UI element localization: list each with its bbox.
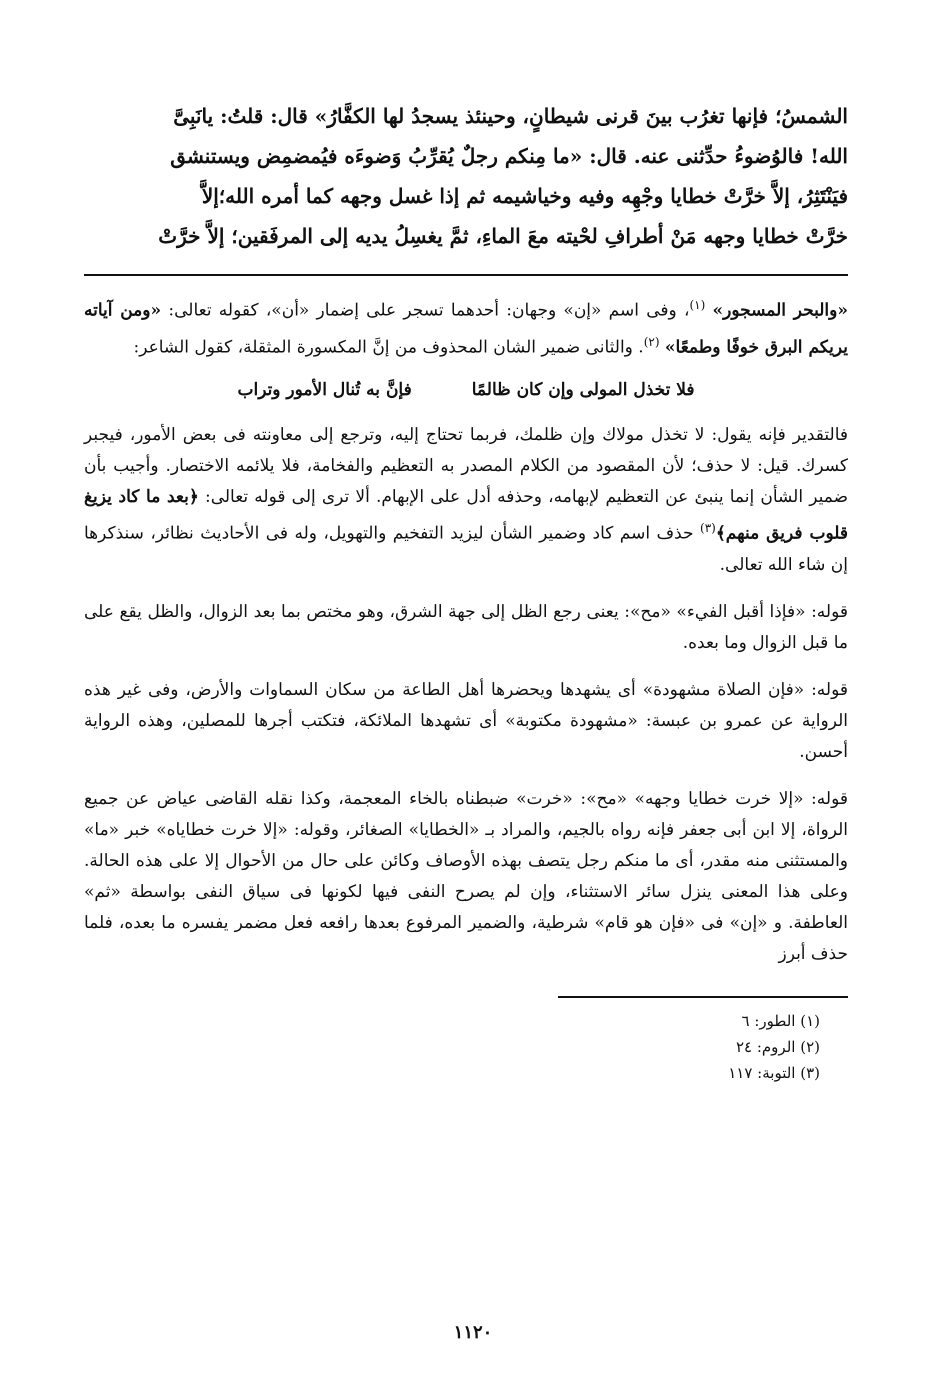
commentary-paragraph bbox=[84, 420, 848, 581]
commentary-text: فالتقدير فإنه يقول: لا تخذل مولاك وإن ظلمك، فربما تحتاج إليه، وترجع إلى معاونته فى بعض الأمور، فيجبر كسرك. قيل: لا حذف؛ لأن المقصود من الكلام المصدر به التعظيم والفخامة، فلا يلائمه الاختصار. وأجيب بأن ضمير الشأن إنما ينبئ عن التعظيم لإبهامه، وحذفه أدل على الإبهام. ألا ترى إلى قوله تعالى: bbox=[84, 425, 849, 508]
hadith-line: الله! فالوُضوءُ حدِّثنى عنه. قال: «ما مِنكم رجلٌ يُقرِّبُ وَضوءَه فيُمضمِض ويستنشق bbox=[170, 144, 848, 168]
footnote-ref: (٢) bbox=[643, 334, 660, 349]
hadith-text bbox=[84, 96, 848, 256]
poetry-verse bbox=[84, 375, 848, 406]
commentary-paragraph: قوله: «فإن الصلاة مشهودة» أى يشهدها ويحضرها أهل الطاعة من سكان السماوات والأرض، وفى غير هذه الرواية عن عمرو بن عبسة: «مشهودة مكتوبة» أى تشهدها الملائكة، فتكتب أجرها للمصلين، وهذه الرواية أحسن. bbox=[84, 679, 848, 762]
footnote-divider bbox=[558, 996, 848, 998]
commentary-paragraph bbox=[84, 290, 848, 363]
page-number: ١١٢٠ bbox=[453, 1322, 493, 1343]
quote-text: «والبحر المسجور» bbox=[712, 300, 848, 321]
footnote-item: (١) الطور: ٦ bbox=[741, 1011, 820, 1030]
footnote-item: (٣) التوبة: ١١٧ bbox=[728, 1063, 820, 1082]
main-divider bbox=[84, 274, 848, 276]
hadith-line: فيَنْتَثِرُ، إلاَّ خرَّتْ خطايا وجْهِه وفيه وخياشيمه ثم إذا غسل وجهه كما أمره الله؛إلاَّ bbox=[201, 184, 848, 208]
quran-quote: ﴿بعد ما كاد يزيغ قلوب فريق منهم﴾ bbox=[84, 487, 849, 544]
footnotes bbox=[84, 1008, 848, 1086]
verse-hemistich-left: فإنَّ به تُنال الأمور وتراب bbox=[237, 380, 412, 401]
footnote-ref: (٣) bbox=[700, 521, 716, 536]
hadith-line: الشمسُ؛ فإنها تغرُب بينَ قرنى شيطانٍ، وحينئذ يسجدُ لها الكفَّارُ» قال: قلتُ: يانَبِىَّ bbox=[173, 104, 848, 128]
verse-hemistich-right: فلا تخذل المولى وإن كان ظالمًا bbox=[471, 380, 695, 401]
hadith-line: خرَّتْ خطايا وجهه مَنْ أطرافِ لحْيته معَ الماءِ، ثمَّ يغسِلُ يديه إلى المرفَقين؛ إلاَّ خرَّتْ bbox=[158, 224, 848, 248]
footnote-ref: (١) bbox=[689, 298, 706, 312]
footnote-item: (٢) الروم: ٢٤ bbox=[735, 1037, 820, 1056]
commentary-paragraph: قوله: «فإذا أقبل الفيء» «مح»: يعنى رجع الظل إلى جهة الشرق، وهو مختص بما بعد الزوال، والظل يقع على ما قبل الزوال وما بعده. bbox=[84, 601, 848, 653]
quote-text: «ومن آياته يريكم البرق خوفًا وطمعًا» bbox=[84, 300, 848, 358]
commentary-text: ، وفى اسم «إن» وجهان: أحدهما تسجر على إضمار «أن»، كقوله تعالى: bbox=[161, 300, 690, 321]
commentary bbox=[84, 290, 848, 970]
commentary-text: حذف اسم كاد وضمير الشأن ليزيد التفخيم والتهويل، وله فى الأحاديث نظائر، سنذكرها إن شاء الله تعالى. bbox=[84, 523, 848, 575]
commentary-paragraph: قوله: «إلا خرت خطايا وجهه» «مح»: «خرت» ضبطناه بالخاء المعجمة، وكذا نقله القاضى عياض عن جميع الرواة، إلا ابن أبى جعفر فإنه رواه بالجيم، والمراد بـ «الخطايا» الصغائر، وقوله: «إلا خرت خطاياه» خبر «ما» والمستثنى منه مقدر، أى ما منكم رجل يتصف بهذه الأوصاف وكائن على حال من الأحوال إلا على هذه الحالة. وعلى هذا المعنى ينزل سائر الاستثناء، وإن لم يصرح النفى فيها لكونها فى سياق النفى بواسطة «ثم» العاطفة. و «إن» فى «فإن هو قام» شرطية، والضمير المرفوع بعدها رافعه فعل مضمر يفسره ما بعده، فلما حذف أبرز bbox=[84, 788, 848, 964]
commentary-text: . والثانى ضمير الشان المحذوف من إنَّ المكسورة المثقلة، كقول الشاعر: bbox=[133, 337, 644, 358]
